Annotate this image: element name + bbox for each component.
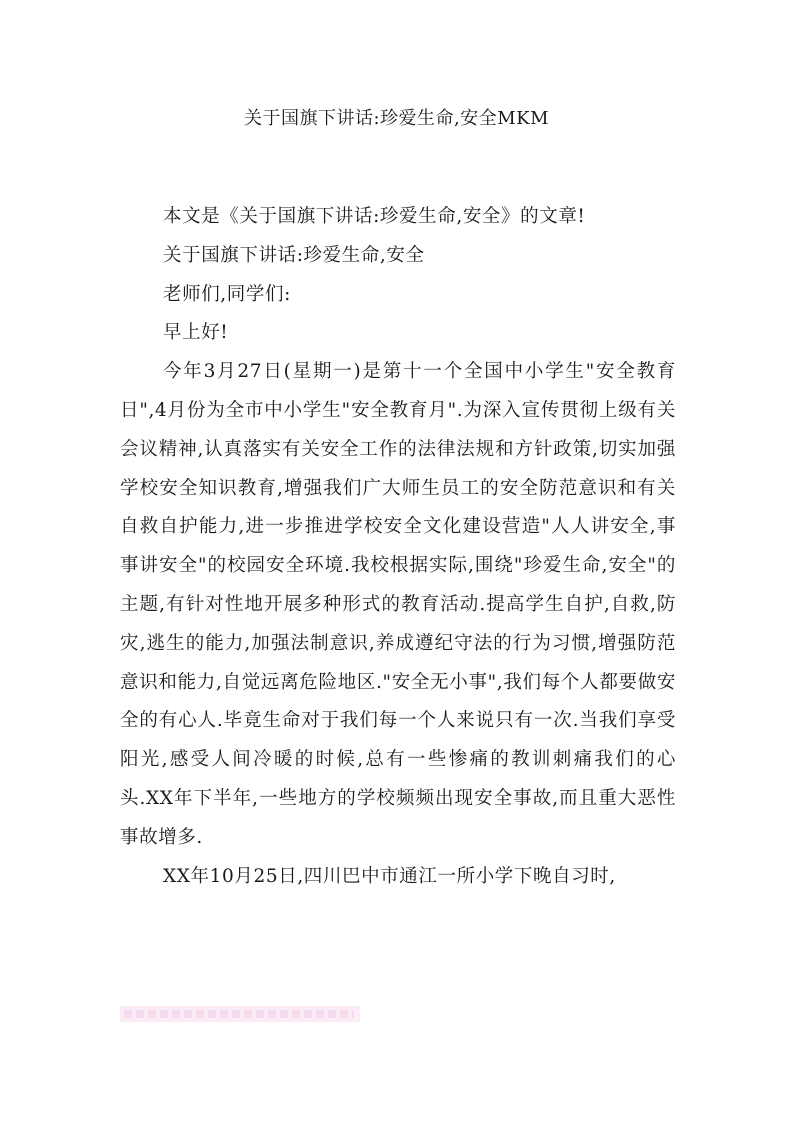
document-title: 关于国旗下讲话:珍爱生命,安全MKM <box>243 108 550 129</box>
paragraph-main: 今年3月27日(星期一)是第十一个全国中小学生"安全教育日",4月份为全市中小学生"安全教育月".为深入宣传贯彻上级有关会议精神,认真落实有关安全工作的法律法规和方针政策,切实加强学校安全知识教育,增强我们广大师生员工的安全防范意识和有关自救自护能力,进一步推进学校安全文化建设营造"人人讲安全,事事讲安全"的校园安全环境.我校根据实际,围绕"珍爱生命,安全"的主题,有针对性地开展多种形式的教育活动.提高学生自护,自救,防灾,逃生的能力,加强法制意识,养成遵纪守法的行为习惯,增强防范意识和能力,自觉远离危险地区."安全无小事",我们每个人都要做安全的有心人.毕竟生命对于我们每一个人来说只有一次.当我们享受阳光,感受人间冷暖的时候,总有一些惨痛的教训刺痛我们的心头.XX年下半年,一些地方的学校频频出现安全事故,而且重大恶性事故增多. <box>120 361 676 848</box>
paragraph-greeting: 早上好! <box>163 322 229 344</box>
document-body <box>120 198 676 896</box>
paragraph-continued: XX年10月25日,四川巴中市通江一所小学下晚自习时, <box>163 865 616 887</box>
faded-watermark <box>120 1006 360 1022</box>
paragraph-salutation: 老师们,同学们: <box>163 283 291 305</box>
paragraph-heading: 关于国旗下讲话:珍爱生命,安全 <box>163 244 425 266</box>
paragraph-intro: 本文是《关于国旗下讲话:珍爱生命,安全》的文章! <box>163 206 586 227</box>
